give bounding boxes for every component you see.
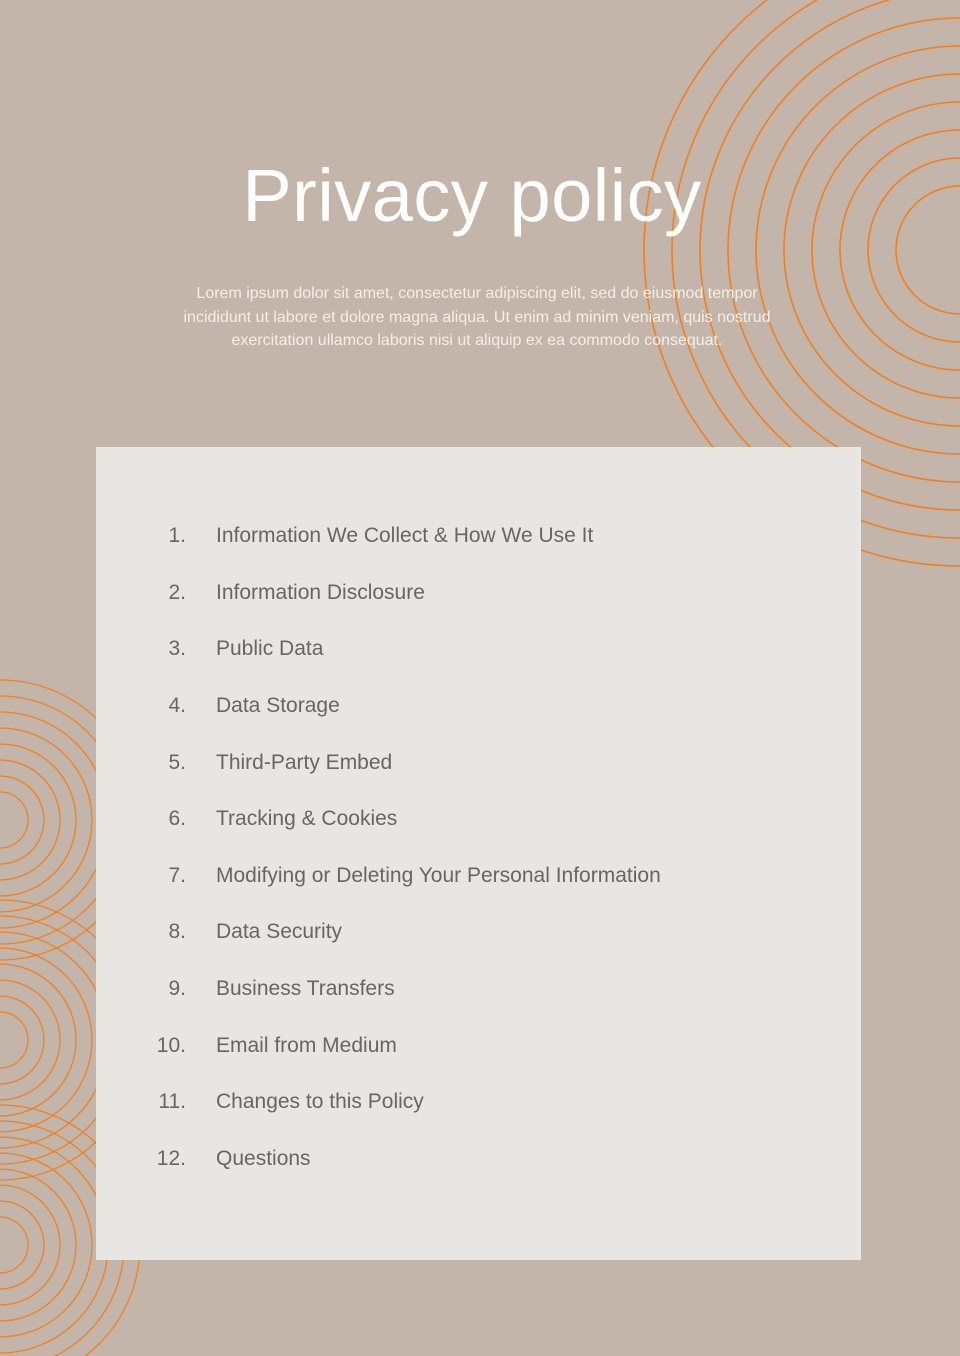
toc-label: Changes to this Policy (216, 1090, 424, 1114)
table-of-contents (96, 508, 861, 1187)
decor-ring (0, 760, 60, 880)
toc-label: Questions (216, 1146, 311, 1170)
decor-ring (0, 1201, 44, 1289)
toc-item[interactable] (96, 848, 861, 905)
toc-number: 9. (168, 977, 186, 1001)
toc-number: 1. (168, 524, 186, 548)
decor-ring (0, 728, 92, 912)
toc-item[interactable] (96, 678, 861, 735)
toc-number: 7. (168, 863, 186, 887)
toc-item[interactable] (96, 961, 861, 1018)
toc-label: Modifying or Deleting Your Personal Information (216, 863, 661, 887)
toc-item[interactable] (96, 904, 861, 961)
decor-ring (0, 964, 76, 1116)
toc-item[interactable] (96, 734, 861, 791)
decor-ring (0, 996, 44, 1084)
decor-ring (0, 744, 76, 896)
toc-number: 12. (156, 1146, 186, 1170)
contents-card (96, 447, 861, 1260)
toc-number: 4. (168, 694, 186, 718)
toc-label: Public Data (216, 637, 324, 661)
toc-label: Third-Party Embed (216, 750, 393, 774)
toc-label: Information We Collect & How We Use It (216, 524, 594, 548)
toc-number: 6. (168, 807, 186, 831)
toc-label: Email from Medium (216, 1033, 397, 1057)
toc-number: 3. (168, 637, 186, 661)
toc-item[interactable] (96, 621, 861, 678)
decor-ring (0, 1012, 28, 1068)
toc-number: 2. (168, 580, 186, 604)
decor-ring (0, 792, 28, 848)
intro-paragraph: Lorem ipsum dolor sit amet, consectetur adipiscing elit, sed do eiusmod tempor incididunt ut labore et dolore magna aliqua. Ut enim ad minim veniam, quis nostrud exercitation ullamco laboris nisi ut aliquip ex ea commodo consequat. (183, 285, 771, 349)
decor-ring (0, 1169, 76, 1321)
decor-ring (728, 18, 960, 482)
toc-number: 5. (168, 750, 186, 774)
toc-label: Business Transfers (216, 977, 395, 1001)
toc-item[interactable] (96, 565, 861, 622)
toc-item[interactable] (96, 1017, 861, 1074)
decor-ring (784, 74, 960, 426)
toc-label: Information Disclosure (216, 580, 425, 604)
toc-number: 10. (156, 1033, 186, 1057)
decor-ring (0, 776, 44, 864)
decor-ring (0, 1185, 60, 1305)
toc-item[interactable] (96, 508, 861, 565)
toc-number: 8. (168, 920, 186, 944)
toc-label: Tracking & Cookies (216, 807, 398, 831)
toc-item[interactable] (96, 1131, 861, 1188)
toc-item[interactable] (96, 791, 861, 848)
decor-ring (812, 102, 960, 398)
decor-ring (0, 1217, 28, 1273)
decor-ring (0, 1153, 92, 1337)
decor-ring (0, 948, 92, 1132)
toc-number: 11. (158, 1090, 186, 1114)
toc-item[interactable] (96, 1074, 861, 1131)
toc-label: Data Storage (216, 694, 340, 718)
decor-ring (0, 980, 60, 1100)
toc-label: Data Security (216, 920, 343, 944)
page-title: Privacy policy (242, 154, 702, 237)
